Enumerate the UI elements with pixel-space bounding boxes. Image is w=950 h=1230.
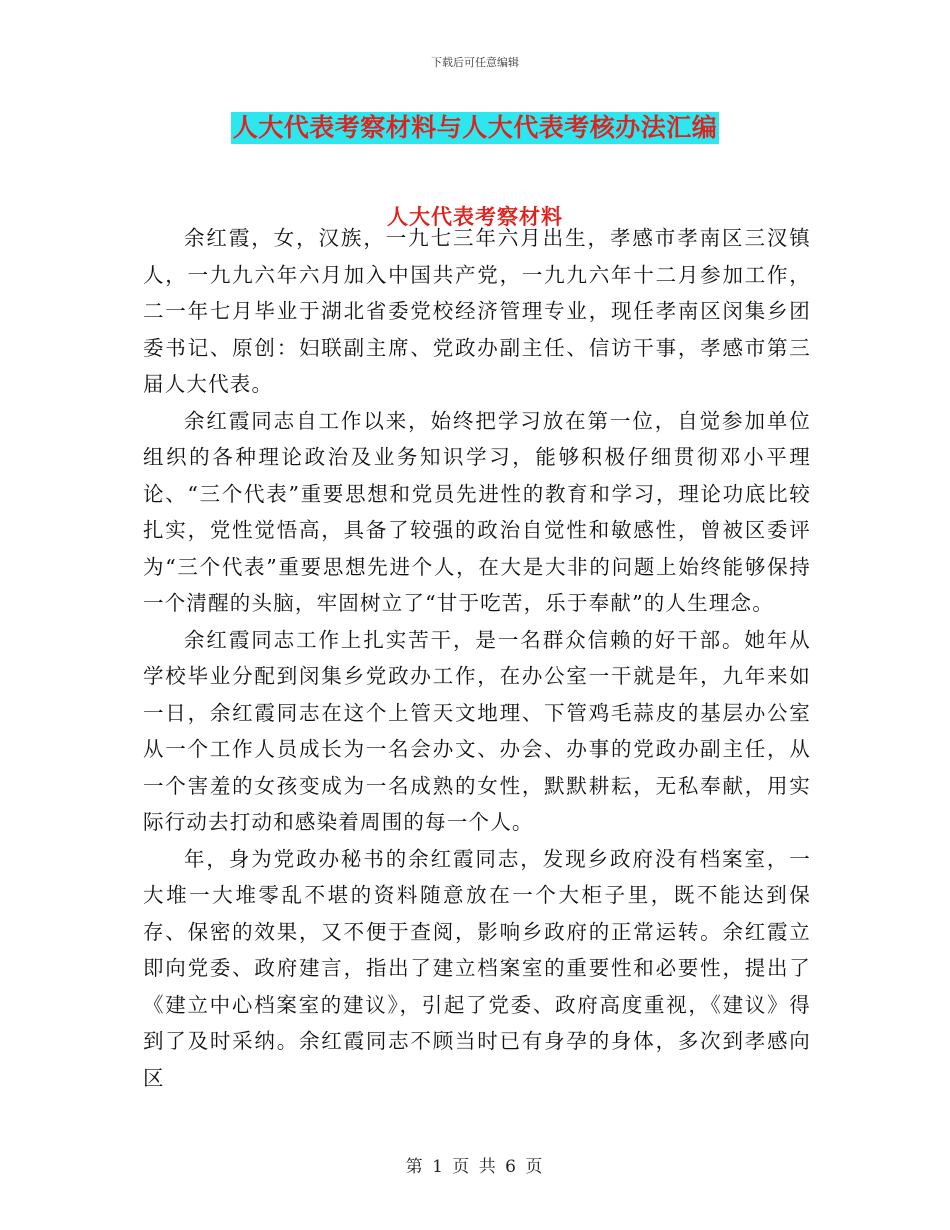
section-title: 人大代表考察材料 <box>387 204 563 229</box>
paragraph: 余红霞，女，汉族，一九七三年六月出生，孝感市孝南区三汊镇人，一九九六年六月加入中国共产党，一九九六年十二月参加工作，二一年七月毕业于湖北省委党校经济管理专业，现任孝南区闵集乡团委书记、原创：妇联副主席、党政办副主任、信访干事，孝感市第三届人大代表。 <box>143 226 811 396</box>
header-note: 下载后可任意编辑 <box>431 56 519 69</box>
document-title-text: 人大代表考察材料与人大代表考核办法汇编 <box>232 113 718 142</box>
body-text <box>143 220 811 1096</box>
document-title <box>0 112 950 144</box>
paragraph: 年，身为党政办秘书的余红霞同志，发现乡政府没有档案室，一大堆一大堆零乱不堪的资料随意放在一个大柜子里，既不能达到保存、保密的效果，又不便于查阅，影响乡政府的正常运转。余红霞立即向党委、政府建言，指出了建立档案室的重要性和必要性，提出了《建立中心档案室的建议》，引起了党委、政府高度重视，《建议》得到了及时采纳。余红霞同志不顾当时已有身孕的身体，多次到孝感向区 <box>143 846 811 1090</box>
page-footer: 第 1 页 共 6 页 <box>405 1157 545 1177</box>
paragraph: 余红霞同志自工作以来，始终把学习放在第一位，自觉参加单位组织的各种理论政治及业务知识学习，能够积极仔细贯彻邓小平理论、“三个代表”重要思想和党员先进性的教育和学习，理论功底比较扎实，党性觉悟高，具备了较强的政治自觉性和敏感性，曾被区委评为“三个代表”重要思想先进个人，在大是大非的问题上始终能够保持一个清醒的头脑，牢固树立了“甘于吃苦，乐于奉献”的人生理念。 <box>143 408 811 615</box>
paragraph: 余红霞同志工作上扎实苦干，是一名群众信赖的好干部。她年从学校毕业分配到闵集乡党政办工作，在办公室一干就是年，九年来如一日，余红霞同志在这个上管天文地理、下管鸡毛蒜皮的基层办公室从一个工作人员成长为一名会办文、办会、办事的党政办副主任，从一个害羞的女孩变成为一名成熟的女性，默默耕耘，无私奉献，用实际行动去打动和感染着周围的每一个人。 <box>143 627 811 834</box>
